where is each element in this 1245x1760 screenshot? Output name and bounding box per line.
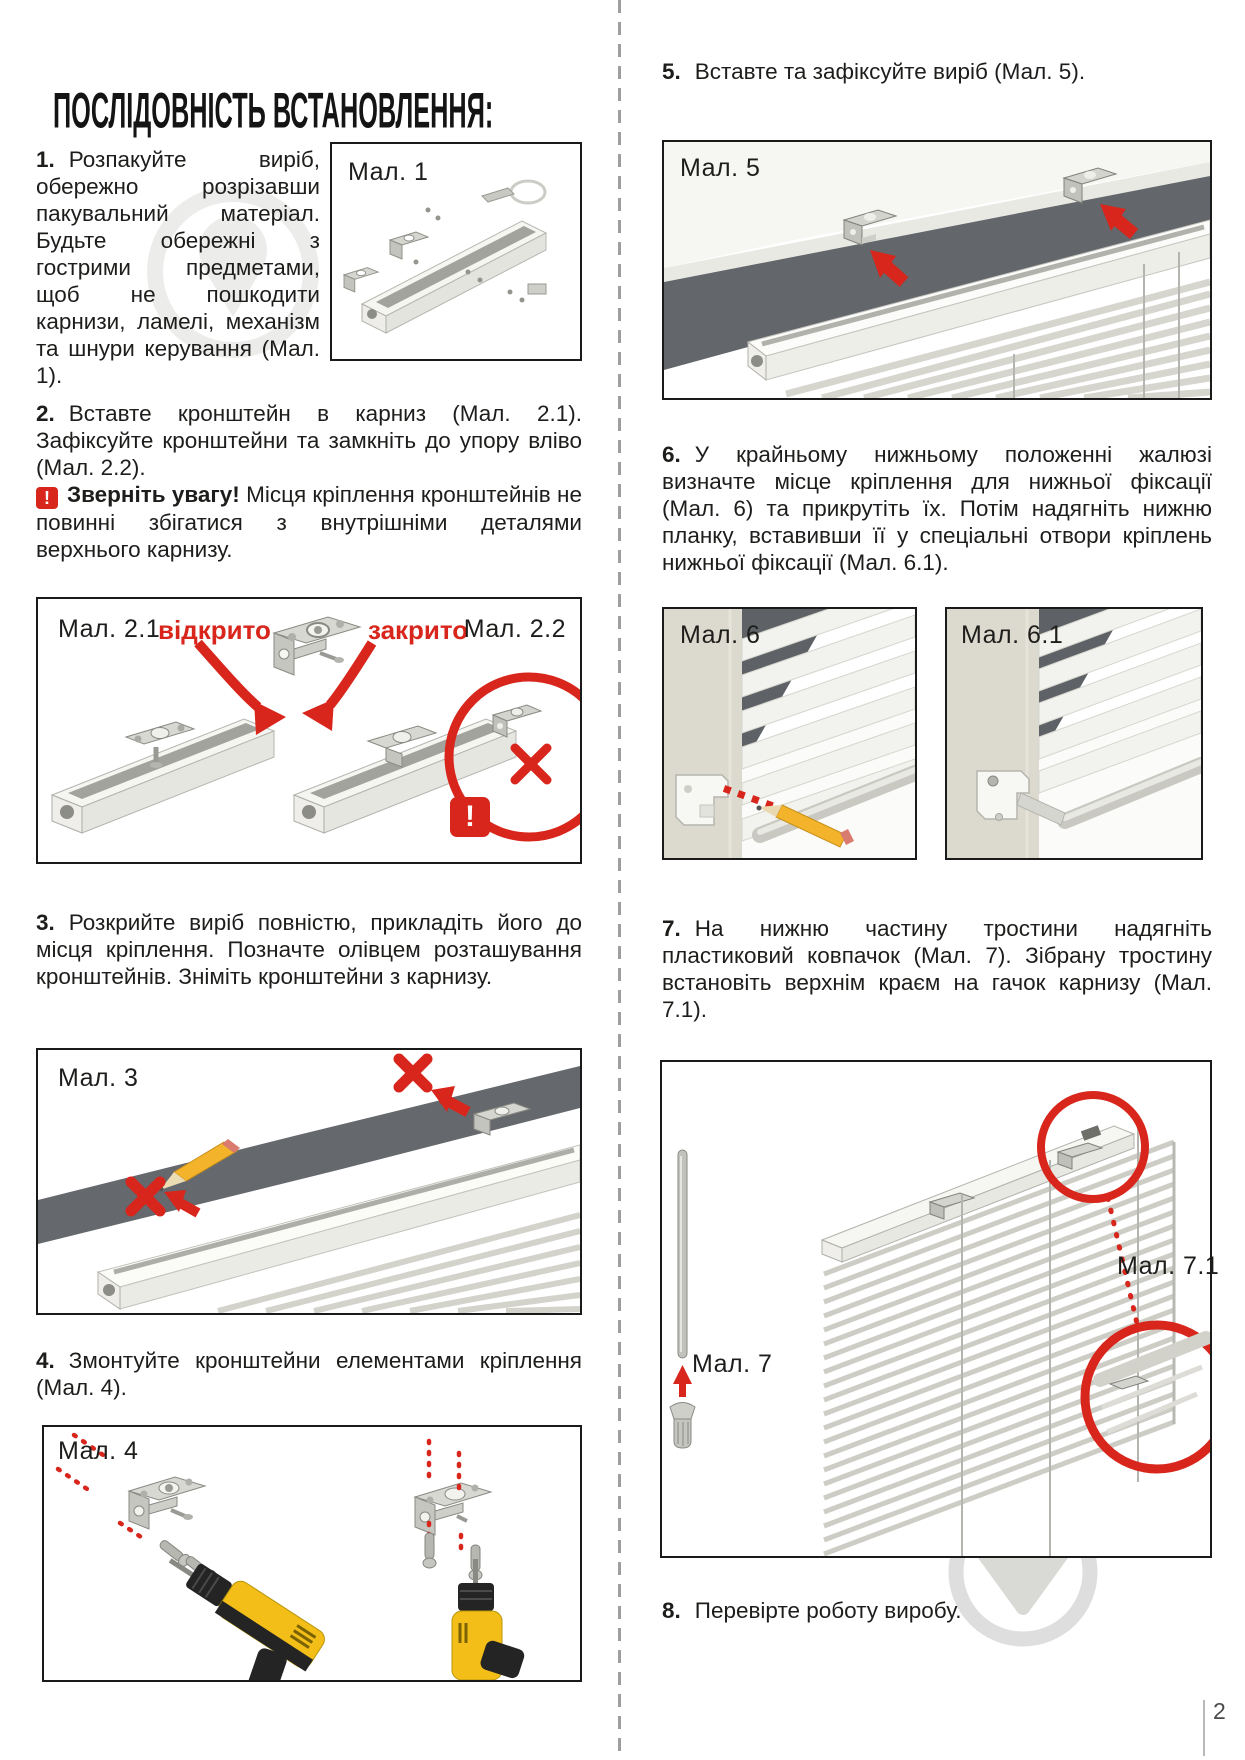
figure-4 bbox=[42, 1425, 582, 1682]
step-body: У крайньому нижньому положенні жалюзі визначте місце кріплення для нижньої фіксації (Мал. 6) та прикрутіть їх. Потім надягніть нижню планку, вставивши її у спеціальні отвори кріплень нижньої фіксації (Мал. 6.1). bbox=[662, 442, 1212, 575]
bracket-icon bbox=[129, 1477, 205, 1529]
step-body: Вставте кронштейн в карниз (Мал. 2.1). Зафіксуйте кронштейни та замкніть до упору вліво (Мал. 2.2). bbox=[36, 401, 582, 480]
step-number: 1. bbox=[36, 147, 55, 172]
figure-3-label: Мал. 3 bbox=[58, 1064, 139, 1092]
step-8-text bbox=[662, 1597, 1212, 1624]
step-2-text bbox=[36, 400, 582, 481]
figure-2-2-label: Мал. 2.2 bbox=[463, 615, 566, 643]
closed-state-label: закрито bbox=[368, 615, 469, 645]
fig7-wand-and-hook-illustration bbox=[662, 1062, 1210, 1556]
figure-6-1-label: Мал. 6.1 bbox=[961, 621, 1064, 649]
step-number: 5. bbox=[662, 59, 681, 84]
figure-6 bbox=[662, 607, 917, 860]
step-5-text bbox=[662, 58, 1212, 85]
figure-7-1-label: Мал. 7.1 bbox=[1117, 1252, 1220, 1280]
figure-4-label: Мал. 4 bbox=[58, 1437, 139, 1465]
open-state-label: відкрито bbox=[158, 615, 271, 645]
warning-text bbox=[36, 481, 582, 563]
bracket-icon bbox=[493, 705, 541, 737]
figure-7-label: Мал. 7 bbox=[692, 1350, 773, 1378]
warning-icon: ! bbox=[36, 487, 58, 509]
page-title: ПОСЛІДОВНІСТЬ ВСТАНОВЛЕННЯ: bbox=[53, 81, 494, 139]
cord-loop-icon bbox=[511, 181, 545, 203]
drill-icon bbox=[452, 1559, 526, 1680]
plastic-cap-icon bbox=[670, 1403, 695, 1449]
figure-5-label: Мал. 5 bbox=[680, 154, 761, 182]
step-number: 2. bbox=[36, 401, 55, 426]
red-arrow-up-icon bbox=[673, 1365, 692, 1397]
step-number: 4. bbox=[36, 1348, 55, 1373]
step-1-text bbox=[36, 146, 320, 389]
slats-icon bbox=[824, 1142, 1174, 1554]
figure-1-label: Мал. 1 bbox=[348, 158, 429, 186]
red-arrow-icon bbox=[302, 643, 372, 731]
alert-icon: ! bbox=[450, 797, 490, 837]
step-body: Змонтуйте кронштейни елементами кріплення (Мал. 4). bbox=[36, 1348, 582, 1400]
step-number: 6. bbox=[662, 442, 681, 467]
page-number: 2 bbox=[1213, 1698, 1226, 1724]
column-divider bbox=[618, 0, 621, 1760]
screw-icon bbox=[423, 1533, 436, 1568]
warning-title: Зверніть увагу! bbox=[67, 482, 240, 507]
figure-3 bbox=[36, 1048, 582, 1315]
wedge-part-icon bbox=[482, 188, 514, 202]
step-body: Перевірте роботу виробу. bbox=[694, 1598, 962, 1623]
step-6-text bbox=[662, 441, 1212, 576]
bracket-icon bbox=[274, 617, 360, 675]
red-cross-icon bbox=[515, 748, 547, 780]
step-number: 8. bbox=[662, 1598, 681, 1623]
step-number: 7. bbox=[662, 916, 681, 941]
step-body: На нижню частину тростини надягніть пластиковий ковпачок (Мал. 7). Зібрану тростину встановіть верхнім краєм на гачок карнизу (Мал. 7.1). bbox=[662, 916, 1212, 1022]
step-4-text bbox=[36, 1347, 582, 1401]
bracket-icon bbox=[390, 232, 428, 259]
warning-body: Місця кріплення кронштейнів не повинні збігатися з внутрішніми деталями верхнього карнизу. bbox=[36, 482, 582, 562]
page-number-divider bbox=[1203, 1700, 1205, 1756]
step-body: Розпакуйте виріб, обережно розрізавши пакувальний матеріал. Будьте обережні з гострими предметами, щоб не пошкодити карнизи, ламелі, механізм та шнури керування (Мал. 1). bbox=[36, 147, 320, 388]
figure-7 bbox=[660, 1060, 1220, 1558]
step-body: Розкрийте виріб повністю, прикладіть його до місця кріплення. Позначте олівцем розташування кронштейнів. Зніміть кронштейни з карнизу. bbox=[36, 910, 582, 989]
end-cap-part-icon bbox=[528, 284, 546, 294]
headrail-icon bbox=[362, 221, 546, 333]
red-cross-icon bbox=[399, 1059, 427, 1087]
figure-5 bbox=[662, 140, 1212, 400]
figure-1 bbox=[330, 142, 582, 361]
step-body: Вставте та зафіксуйте виріб (Мал. 5). bbox=[694, 59, 1086, 84]
drill-icon bbox=[122, 1541, 329, 1680]
step-3-text bbox=[36, 909, 582, 990]
bracket-icon bbox=[344, 268, 378, 292]
step-number: 3. bbox=[36, 910, 55, 935]
figure-6-1 bbox=[945, 607, 1203, 860]
bracket-icon bbox=[415, 1483, 491, 1535]
figure-2 bbox=[36, 597, 582, 864]
figure-6-label: Мал. 6 bbox=[680, 621, 761, 649]
wand-icon bbox=[678, 1150, 687, 1358]
step-7-text bbox=[662, 915, 1212, 1023]
figure-2-1-label: Мал. 2.1 bbox=[58, 615, 161, 643]
